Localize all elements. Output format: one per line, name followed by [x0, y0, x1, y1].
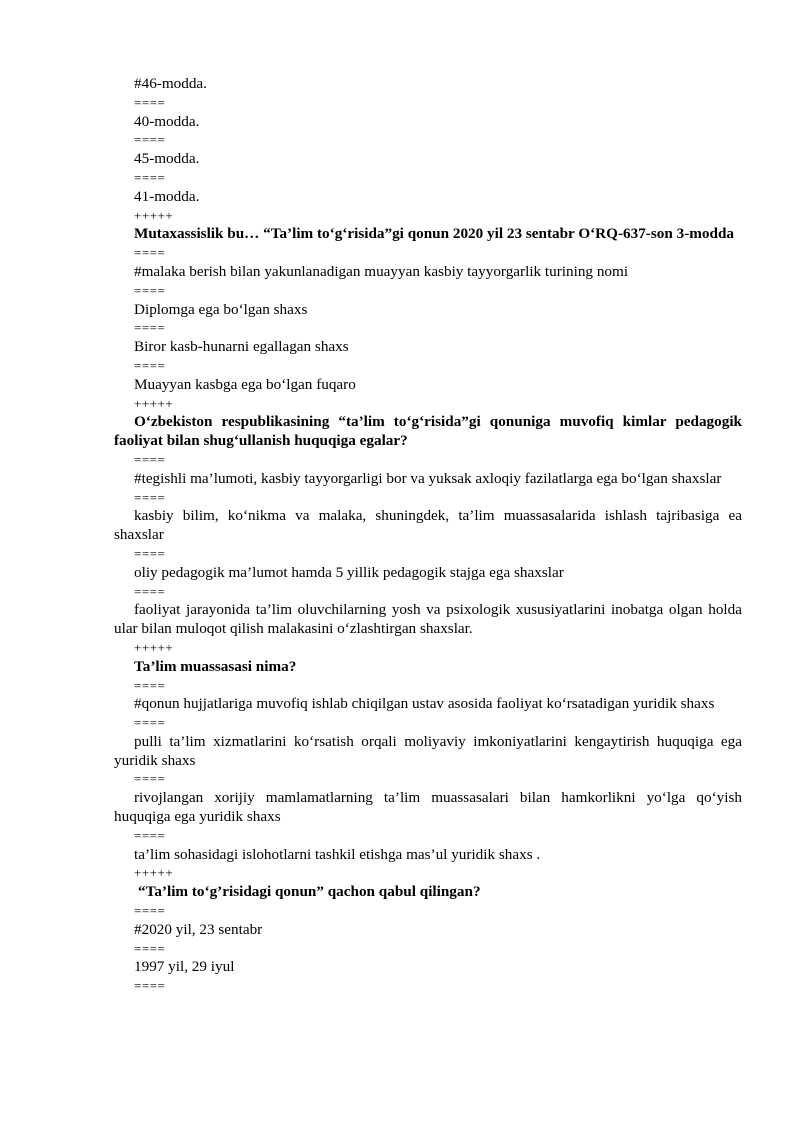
- answer-line: faoliyat jarayonida ta’lim oluvchilarning yosh va psixologik xususiyatlarini inobatga olgan holda ular bilan muloqot qilish malakasini o‘zlashtirgan shaxslar.: [114, 601, 742, 638]
- answer-separator: ====: [134, 489, 166, 505]
- answer-line: 41-modda.: [134, 187, 200, 205]
- answer-separator: ====: [134, 771, 166, 787]
- question-separator: +++++: [134, 395, 174, 411]
- answer-line: 1997 yil, 29 iyul: [134, 958, 235, 976]
- question-separator: +++++: [134, 865, 174, 881]
- answer-separator: ====: [134, 357, 166, 373]
- answer-line: oliy pedagogik ma’lumot hamda 5 yillik pedagogik stajga ega shaxslar: [134, 563, 564, 581]
- answer-separator: ====: [134, 978, 166, 994]
- answer-line: #malaka berish bilan yakunlanadigan muayyan kasbiy tayyorgarlik turining nomi: [134, 262, 629, 280]
- answer-separator: ====: [134, 827, 166, 843]
- question-text: “Ta’lim to‘g’risidagi qonun” qachon qabul qilingan?: [138, 883, 481, 901]
- answer-line: 45-modda.: [134, 150, 200, 168]
- answer-separator: ====: [134, 903, 166, 919]
- answer-line: Muayyan kasbga ega bo‘lgan fuqaro: [134, 375, 356, 393]
- question-separator: +++++: [134, 207, 174, 223]
- answer-line: Diplomga ega bo‘lgan shaxs: [134, 300, 308, 318]
- answer-separator: ====: [134, 583, 166, 599]
- answer-line: Biror kasb-hunarni egallagan shaxs: [134, 338, 349, 356]
- answer-separator: ====: [134, 132, 166, 148]
- answer-line: #46-modda.: [134, 75, 207, 92]
- answer-separator: ====: [134, 451, 166, 467]
- answer-line: #qonun hujjatlariga muvofiq ishlab chiqilgan ustav asosida faoliyat ko‘rsatadigan yuridik shaxs: [134, 695, 715, 713]
- answer-separator: ====: [134, 320, 166, 336]
- question-text: Ta’lim muassasasi nima?: [134, 657, 297, 675]
- answer-line: 40-modda.: [134, 112, 200, 130]
- document-body: [114, 75, 742, 996]
- answer-separator: ====: [134, 282, 166, 298]
- answer-line: rivojlangan xorijiy mamlamatlarning ta’lim muassasalari bilan hamkorlikni yo‘lga qo‘yish huquqiga ega yuridik shaxs: [114, 789, 742, 826]
- answer-separator: ====: [134, 169, 166, 185]
- answer-line: kasbiy bilim, ko‘nikma va malaka, shuningdek, ta’lim muassasalarida ishlash tajribasiga ea shaxslar: [114, 507, 742, 544]
- answer-separator: ====: [134, 940, 166, 956]
- answer-separator: ====: [134, 545, 166, 561]
- question-text: Mutaxassislik bu… “Ta’lim to‘g‘risida”gi qonun 2020 yil 23 sentabr O‘RQ-637-son 3-modda: [134, 225, 734, 243]
- answer-line: ta’lim sohasidagi islohotlarni tashkil etishga mas’ul yuridik shaxs .: [134, 845, 541, 863]
- answer-line: #tegishli ma’lumoti, kasbiy tayyorgarligi bor va yuksak axloqiy fazilatlarga ega bo‘lgan shaxslar: [134, 469, 722, 487]
- answer-line: pulli ta’lim xizmatlarini ko‘rsatish orqali moliyaviy imkoniyatlarini kengaytirish huquqiga ega yuridik shaxs: [114, 732, 742, 769]
- answer-line: #2020 yil, 23 sentabr: [134, 920, 263, 938]
- question-separator: +++++: [134, 639, 174, 655]
- answer-separator: ====: [134, 715, 166, 731]
- question-text: O‘zbekiston respublikasining “ta’lim to‘g‘risida”gi qonuniga muvofiq kimlar pedagogik faoliyat bilan shug‘ullanish huquqiga egalar?: [114, 413, 742, 450]
- answer-separator: ====: [134, 677, 166, 693]
- answer-separator: ====: [134, 245, 166, 261]
- answer-separator: ====: [134, 94, 166, 110]
